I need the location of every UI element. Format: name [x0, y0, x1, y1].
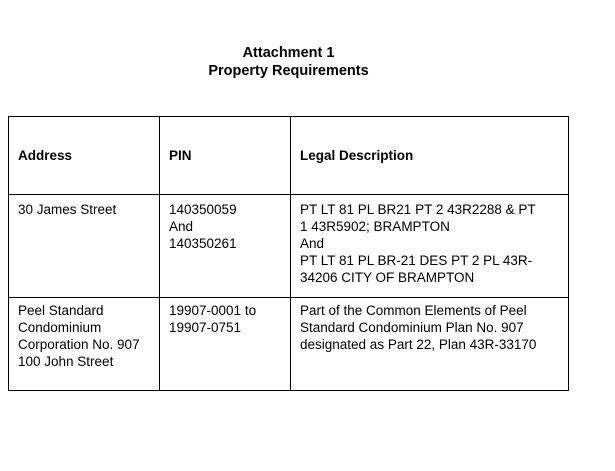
- document-subtitle: Property Requirements: [208, 63, 369, 79]
- address-line: 100 John Street: [18, 354, 114, 369]
- document-title: Attachment 1: [242, 45, 335, 61]
- pin-cell: [160, 298, 291, 391]
- address-line: Peel Standard: [18, 303, 104, 318]
- legal-line: 34206 CITY OF BRAMPTON: [300, 270, 475, 285]
- legal-line: Standard Condominium Plan No. 907: [300, 320, 524, 335]
- table-row: [9, 298, 569, 391]
- document-heading: [0, 44, 577, 80]
- header-legal-description: Legal Description: [291, 117, 569, 195]
- address-cell: [9, 195, 160, 298]
- address-line: Condominium: [18, 320, 102, 335]
- pin-line: 140350059: [169, 202, 237, 217]
- legal-line: 1 43R5902; BRAMPTON: [300, 219, 450, 234]
- legal-line: And: [300, 236, 325, 251]
- pin-line: 19907-0751: [169, 320, 242, 335]
- legal-description-cell: [291, 298, 569, 391]
- address-line: Corporation No. 907: [18, 337, 140, 352]
- header-pin: PIN: [160, 117, 291, 195]
- legal-line: PT LT 81 PL BR-21 DES PT 2 PL 43R-: [300, 253, 533, 268]
- pin-cell: [160, 195, 291, 298]
- table-row: [9, 195, 569, 298]
- address-line: 30 James Street: [18, 202, 117, 217]
- pin-line: 19907-0001 to: [169, 303, 257, 318]
- pin-line: 140350261: [169, 236, 237, 251]
- legal-line: PT LT 81 PL BR21 PT 2 43R2288 & PT: [300, 202, 536, 217]
- legal-description-cell: [291, 195, 569, 298]
- address-cell: [9, 298, 160, 391]
- pin-line: And: [169, 219, 194, 234]
- property-requirements-table: [8, 116, 569, 391]
- legal-line: designated as Part 22, Plan 43R-33170: [300, 337, 537, 352]
- table-header-row: [9, 117, 569, 195]
- header-address: Address: [9, 117, 160, 195]
- legal-line: Part of the Common Elements of Peel: [300, 303, 527, 318]
